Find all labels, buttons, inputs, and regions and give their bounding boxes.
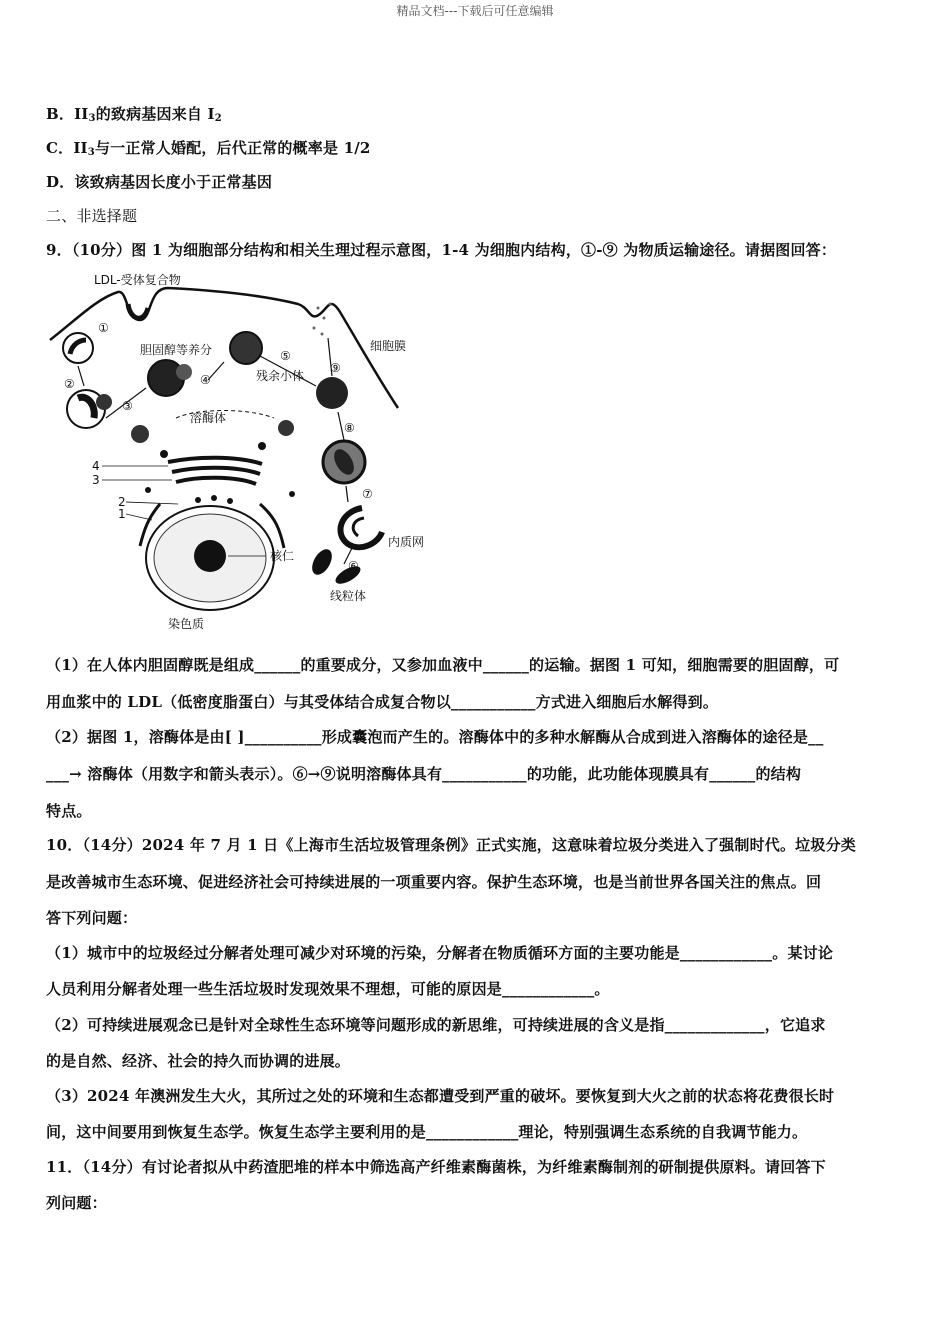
q10-line2: 是改善城市生态环境、促进经济社会可持续进展的一项重要内容。保护生态环境，也是当前世界各国关注的焦点。回 [46, 873, 822, 891]
q9-sub1-line1: （1）在人体内胆固醇既是组成______的重要成分，又参加血液中______的运输。据图 1 可知，细胞需要的胆固醇，可 [46, 656, 840, 674]
q10-sub2-line2: 的是自然、经济、社会的持久而协调的进展。 [46, 1052, 351, 1070]
page-header: 精品文档---下载后可任意编辑 [396, 4, 554, 18]
fig-circle-9: ⑨ [330, 361, 341, 375]
q9-stem: 9．（10分）图 1 为细胞部分结构和相关生理过程示意图，1-4 为细胞内结构，①-⑨ 为物质运输途径。请据图回答： [46, 241, 837, 259]
q9-sub1-line2: 用血浆中的 LDL（低密度脂蛋白）与其受体结合成复合物以___________方式进入细胞后水解得到。 [46, 693, 719, 711]
lysosome-top [230, 332, 262, 364]
q10-line1: 10．（14分）2024 年 7 月 1 日《上海市生活垃圾管理条例》正式实施，这意味着垃圾分类进入了强制时代。垃圾分类 [46, 836, 856, 854]
fig-circle-1: ① [98, 321, 109, 335]
q9-sub2-line2: ___→ 溶酶体（用数字和箭头表示）。⑥→⑨说明溶酶体具有___________的功能，此功能体现膜具有______的结构 [46, 765, 802, 783]
q10-sub2-line1: （2）可持续进展观念已是针对全球性生态环境等问题形成的新思维，可持续进展的含义是指_____________，它追求 [46, 1016, 826, 1034]
fig-label-membrane: 细胞膜 [370, 339, 407, 353]
fig-circle-3: ③ [122, 399, 133, 413]
fig-label-mito: 线粒体 [330, 589, 367, 603]
nucleolus-shape [194, 540, 226, 572]
vesicle-1 [63, 333, 93, 363]
pit-receptor [128, 304, 148, 318]
er-shape [340, 508, 382, 547]
q9-sub2-line1: （2）据图 1，溶酶体是由[ ]__________形成囊泡而产生的。溶酶体中的多种水解酶从合成到进入溶酶体的途径是__ [46, 728, 824, 746]
q10-sub1-line1: （1）城市中的垃圾经过分解者处理可减少对环境的污染，分解者在物质循环方面的主要功能是____________。某讨论 [46, 944, 834, 962]
q10-sub3-line2: 间，这中间要用到恢复生态学。恢复生态学主要利用的是____________理论，特别强调生态系统的自我调节能力。 [46, 1123, 808, 1141]
fig-label-residual: 残余小体 [256, 369, 305, 383]
fig-label-nucleolus: 核仁 [270, 549, 295, 563]
fig-circle-5: ⑤ [280, 349, 291, 363]
fig-circle-6: ⑥ [348, 559, 359, 573]
q10-sub1-line2: 人员利用分解者处理一些生活垃圾时发现效果不理想，可能的原因是____________。 [46, 980, 610, 998]
residual-body [316, 377, 348, 409]
section-title: 二、非选择题 [46, 207, 138, 225]
fig-circle-4: ④ [200, 373, 211, 387]
fig-label-chromatin: 染色质 [168, 617, 205, 631]
q9-sub2-line3: 特点。 [46, 802, 92, 820]
fig-label-lysosome: 溶酶体 [190, 411, 227, 425]
option-b: B．$II_3$的致病基因来自 $I_2$ [46, 105, 222, 124]
fig-num-4: 4 [92, 459, 100, 473]
q10-line3: 答下列问题： [46, 909, 138, 927]
option-d: D．该致病基因长度小于正常基因 [46, 173, 273, 191]
fig-circle-2: ② [64, 377, 75, 391]
fig-circle-8: ⑧ [344, 421, 355, 435]
fig-num-2: 2 [118, 495, 126, 509]
fig-label-er: 内质网 [388, 535, 425, 549]
q11-line2: 列问题： [46, 1194, 107, 1212]
option-c: C．$II_3$与一正常人婚配，后代正常的概率是 1/2 [46, 139, 371, 158]
cell-structure-figure [48, 268, 448, 636]
fig-circle-7: ⑦ [362, 487, 373, 501]
fig-label-cholesterol: 胆固醇等养分 [140, 343, 213, 357]
q11-line1: 11．（14分）有讨论者拟从中药渣肥堆的样本中筛选高产纤维素酶菌株，为纤维素酶制剂的研制提供原料。请回答下 [46, 1158, 826, 1176]
lysosome-fusing [148, 360, 184, 396]
golgi-apparatus [168, 458, 262, 484]
fig-num-3: 3 [92, 473, 100, 487]
fig-label-ldl: LDL-受体复合物 [94, 273, 181, 287]
q10-sub3-line1: （3）2024 年澳洲发生大火，其所过之处的环境和生态都遭受到严重的破坏。要恢复到大火之前的状态将花费很长时 [46, 1087, 835, 1105]
fig-num-1: 1 [118, 507, 126, 521]
